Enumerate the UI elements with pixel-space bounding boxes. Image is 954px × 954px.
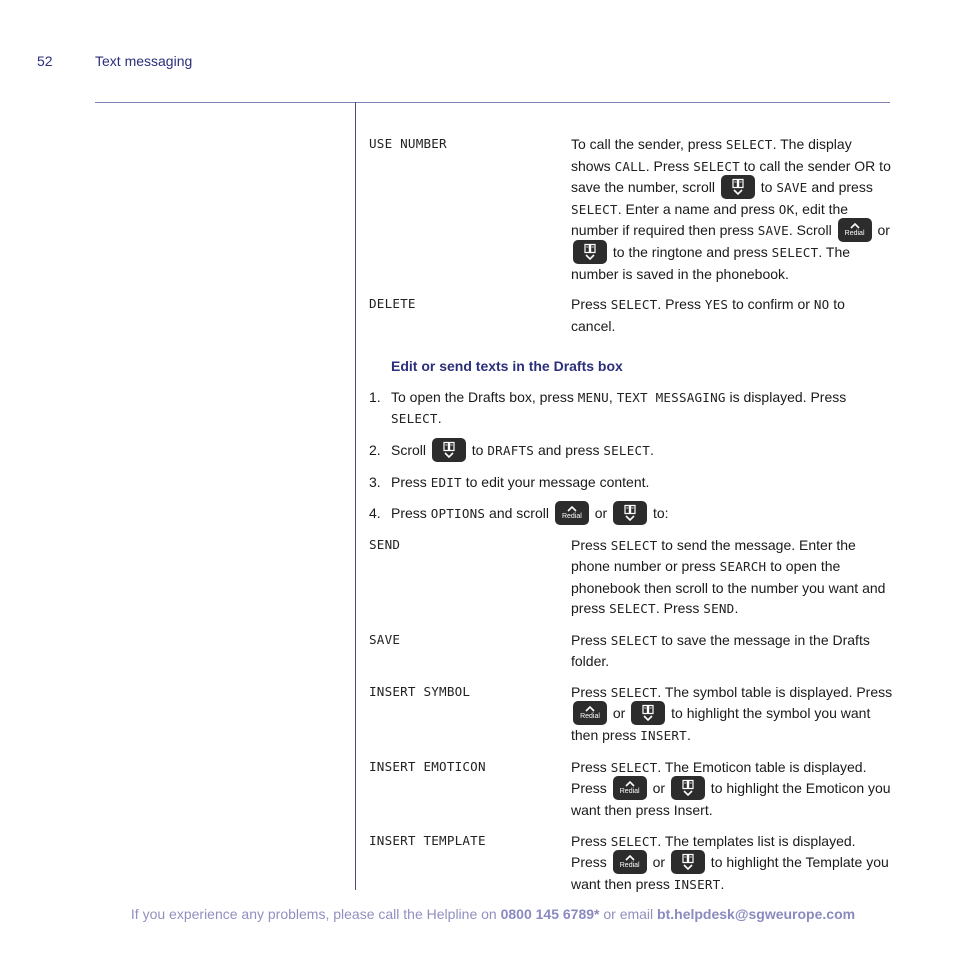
menu-term: SELECT [693, 158, 740, 174]
menu-term: MENU [577, 389, 609, 405]
footer-prefix: If you experience any problems, please call the Helpline on [130, 906, 501, 922]
option-entry [369, 294, 899, 336]
menu-term: SELECT [571, 201, 618, 217]
redial-key-label: Redial [619, 861, 640, 869]
text-run: . [650, 441, 654, 458]
step-number: 1. [369, 388, 381, 405]
menu-term: DRAFTS [487, 442, 535, 458]
text-run: to [756, 179, 777, 195]
option-entry [369, 630, 899, 672]
text-run: Press [571, 631, 611, 648]
option-entry [369, 831, 899, 896]
text-run: to highlight the Emoticon you want then press Insert. [571, 780, 891, 819]
menu-term: YES [704, 297, 729, 313]
column-divider [355, 102, 356, 890]
menu-term: SELECT [609, 601, 656, 617]
menu-term: SAVE [776, 180, 808, 195]
step-number: 4. [369, 505, 381, 522]
text-run: . Press [655, 600, 704, 617]
step-item [369, 440, 899, 462]
menu-term: SELECT [610, 537, 658, 553]
step-text [391, 503, 861, 525]
text-run: Press [571, 296, 611, 313]
menu-term: INSERT [640, 728, 687, 744]
text-run: Press [391, 505, 431, 522]
step-item [369, 472, 899, 494]
option-label: USE NUMBER [369, 136, 447, 151]
text-run: or [873, 222, 890, 239]
text-run: . Press [645, 157, 694, 174]
phonebook-down-key-icon [613, 501, 647, 525]
text-run: . [734, 600, 739, 617]
text-run: and press [534, 441, 604, 458]
text-run: Press [391, 473, 431, 490]
text-run: . The symbol table is displayed. Press [657, 683, 893, 700]
phonebook-down-key-icon [671, 776, 705, 800]
menu-term: SELECT [391, 411, 438, 427]
phonebook-down-key-icon [432, 438, 466, 462]
header-divider [95, 102, 890, 103]
text-run: to open the phonebook then scroll to the number you want and press [571, 558, 886, 617]
option-entry [369, 757, 899, 821]
text-run: to cancel. [571, 296, 845, 334]
page-number: 52 [37, 53, 53, 69]
step-number: 3. [369, 473, 381, 490]
text-run: Press [571, 536, 611, 553]
drafts-steps [369, 387, 899, 535]
text-run: Press [571, 683, 611, 700]
menu-term: SELECT [610, 759, 658, 775]
phonebook-down-key-icon [671, 850, 705, 874]
text-run: . The Emoticon table is displayed. Press [571, 758, 867, 797]
text-run: Press [571, 758, 611, 775]
option-description [571, 831, 893, 896]
text-run: to send the message. Enter the phone number or press [571, 536, 856, 575]
menu-term: TEXT MESSAGING [616, 389, 726, 405]
text-run: . [686, 727, 691, 744]
text-run: or [648, 780, 669, 797]
phonebook-down-key-icon [721, 175, 755, 199]
option-description [571, 682, 893, 747]
option-description [571, 134, 893, 284]
menu-term: SELECT [610, 833, 658, 849]
step-item [369, 387, 899, 430]
phonebook-down-key-icon [573, 240, 607, 264]
helpdesk-email: bt.helpdesk@sgweurope.com [657, 906, 856, 922]
text-run: or [648, 854, 669, 871]
section-title: Text messaging [95, 53, 193, 69]
redial-up-key-icon [613, 776, 647, 800]
text-run: Scroll [391, 441, 430, 458]
text-run: to highlight the symbol you want then press [571, 705, 871, 744]
redial-key-label: Redial [561, 512, 582, 520]
menu-term: SAVE [757, 223, 789, 239]
menu-term: CALL [614, 158, 646, 174]
text-run: to confirm or [728, 296, 814, 313]
option-label: SAVE [369, 631, 401, 647]
step-text [391, 387, 861, 430]
option-label: DELETE [369, 296, 416, 312]
text-run: . Enter a name and press [617, 200, 779, 217]
redial-up-key-icon [573, 701, 607, 725]
redial-key-label: Redial [619, 788, 640, 796]
footer-helpline [0, 906, 954, 922]
option-description [571, 757, 893, 821]
step-text [391, 440, 861, 462]
menu-term: NO [813, 297, 830, 313]
redial-key-label: Redial [580, 713, 600, 721]
text-run: and press [807, 179, 873, 195]
text-run: to the ringtone and press [609, 244, 772, 261]
text-run: . The display shows [571, 136, 852, 174]
footer-middle: or email [599, 906, 658, 922]
text-run: or [590, 505, 612, 522]
text-run: and scroll [485, 505, 553, 522]
step-item [369, 503, 899, 525]
text-run: To open the Drafts box, press [391, 388, 578, 405]
drafts-heading: Edit or send texts in the Drafts box [391, 358, 623, 375]
menu-term: SELECT [610, 684, 658, 700]
menu-term: OPTIONS [430, 506, 486, 522]
text-run: to edit your message content. [461, 473, 650, 490]
text-run: . The templates list is displayed. Press [571, 832, 856, 871]
menu-term: SELECT [603, 442, 651, 458]
text-run: to [467, 441, 488, 458]
menu-term: SELECT [610, 632, 658, 648]
text-run: is displayed. Press [725, 388, 847, 405]
text-run: , edit the number if required then press [571, 200, 849, 239]
text-run: to save the message in the Drafts folder. [571, 631, 870, 670]
text-run: . Scroll [788, 222, 836, 239]
text-run: or [609, 705, 630, 722]
option-description [571, 294, 893, 336]
main-content [369, 134, 899, 895]
option-label: INSERT EMOTICON [369, 758, 486, 774]
option-entry [369, 535, 899, 620]
menu-term: SEND [703, 601, 735, 617]
menu-term: SELECT [725, 137, 773, 152]
page-header [0, 53, 954, 73]
helpline-phone: 0800 145 6789* [500, 906, 600, 922]
option-entry [369, 134, 899, 284]
menu-term: SELECT [771, 245, 819, 261]
redial-up-key-icon [613, 850, 647, 874]
menu-term: OK [778, 201, 795, 217]
top-entries [369, 134, 899, 336]
option-label: INSERT SYMBOL [369, 683, 471, 699]
text-run: . Press [657, 296, 705, 313]
text-run: . [437, 410, 442, 427]
step-number: 2. [369, 441, 381, 458]
step-text [391, 472, 861, 494]
text-run: to call the sender OR to save the number, scroll [571, 157, 891, 195]
text-run: To call the sender, press [571, 136, 726, 152]
option-description [571, 630, 893, 672]
text-run: . The number is saved in the phonebook. [571, 244, 851, 282]
text-run: Press [571, 832, 611, 849]
phonebook-down-key-icon [631, 701, 665, 725]
menu-term: INSERT [673, 876, 721, 892]
menu-term: EDIT [430, 474, 462, 490]
redial-key-label: Redial [844, 230, 865, 238]
text-run: , [608, 388, 617, 405]
menu-term: SELECT [610, 297, 658, 313]
text-run: to: [649, 505, 669, 522]
redial-up-key-icon [838, 218, 872, 242]
option-entries [369, 535, 899, 895]
option-description [571, 535, 893, 620]
option-entry [369, 682, 899, 747]
menu-term: SEARCH [719, 559, 767, 575]
text-run: . [720, 875, 725, 892]
option-label: INSERT TEMPLATE [369, 832, 486, 848]
option-label: SEND [369, 536, 401, 552]
redial-up-key-icon [555, 501, 589, 525]
text-run: to highlight the Template you want then press [571, 854, 889, 892]
